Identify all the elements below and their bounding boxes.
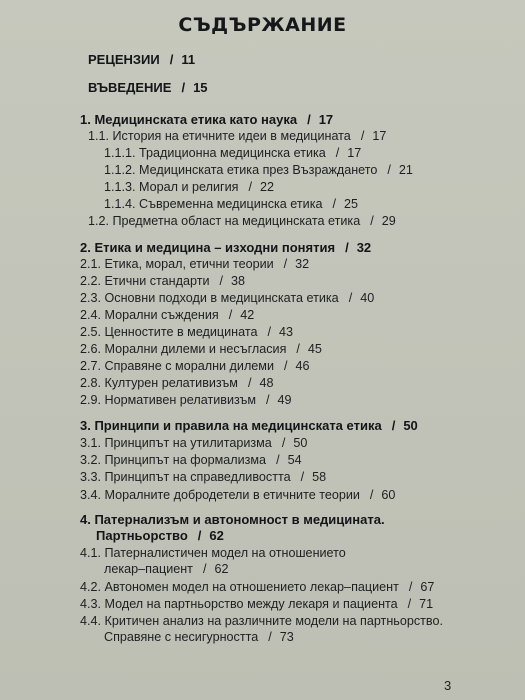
toc-entry bbox=[104, 180, 274, 195]
toc-entry-title: 3.4. Моралните добродетели в етичните теории bbox=[80, 488, 360, 502]
toc-entry bbox=[80, 470, 326, 485]
toc-separator: / bbox=[247, 376, 252, 390]
toc-entry-title: 3. Принципи и правила на медицинската етика bbox=[80, 418, 382, 433]
toc-entry-title: Справяне с несигурността bbox=[104, 630, 259, 644]
toc-separator: / bbox=[276, 453, 280, 467]
toc-separator: / bbox=[391, 418, 396, 433]
toc-entry-page: 43 bbox=[279, 325, 294, 339]
toc-entry bbox=[88, 80, 208, 95]
toc-separator: / bbox=[268, 630, 272, 644]
toc-entry-page: 17 bbox=[347, 146, 362, 160]
toc-entry bbox=[80, 453, 302, 468]
toc-separator: / bbox=[266, 393, 270, 407]
toc-entry-title: 3.1. Принципът на утилитаризма bbox=[80, 436, 272, 450]
toc-entry bbox=[104, 163, 413, 178]
toc-separator: / bbox=[360, 129, 365, 143]
toc-entry-title: 4.2. Автономен модел на отношението лекар–пациент bbox=[80, 580, 399, 594]
toc-separator: / bbox=[248, 180, 252, 194]
toc-entry bbox=[80, 376, 273, 391]
toc-entry bbox=[80, 274, 245, 289]
toc-entry-title: 4.4. Критичен анализ на различните модели на партньорство. bbox=[80, 614, 443, 628]
toc-entry bbox=[80, 546, 346, 561]
toc-separator: / bbox=[296, 342, 300, 356]
toc-entry-page: 21 bbox=[398, 163, 413, 177]
toc-entry bbox=[80, 342, 322, 357]
toc-entry-title: 2.5. Ценностите в медицината bbox=[80, 325, 258, 339]
toc-separator: / bbox=[407, 597, 412, 611]
toc-entry-page: 50 bbox=[293, 436, 308, 450]
toc-entry bbox=[80, 436, 307, 451]
toc-separator: / bbox=[219, 274, 224, 288]
toc-separator: / bbox=[197, 528, 202, 543]
toc-entry bbox=[80, 488, 395, 503]
toc-entry-page: 32 bbox=[295, 257, 310, 271]
toc-entry bbox=[80, 359, 310, 374]
toc-entry bbox=[80, 614, 443, 629]
toc-entry-title: 1.1.1. Традиционна медицинска етика bbox=[104, 146, 326, 160]
toc-entry-page: 32 bbox=[356, 240, 372, 255]
toc-entry-title: 2.2. Етични стандарти bbox=[80, 274, 210, 288]
toc-entry-title: Партньорство bbox=[96, 528, 188, 543]
toc-entry-title: 1.1.3. Морал и религия bbox=[104, 180, 239, 194]
toc-entry-title: 3.2. Принципът на формализма bbox=[80, 453, 267, 467]
toc-entry-title: 2.4. Морални съждения bbox=[80, 308, 219, 322]
toc-entry bbox=[80, 580, 434, 595]
toc-separator: / bbox=[181, 80, 186, 95]
toc-entry bbox=[80, 325, 293, 340]
toc-entry bbox=[88, 52, 195, 67]
toc-entry-title: 2. Етика и медицина – изходни понятия bbox=[80, 240, 336, 255]
toc-entry bbox=[80, 597, 433, 612]
toc-entry-title: 4.1. Патерналистичен модел на отношението bbox=[80, 546, 346, 560]
toc-entry-page: 48 bbox=[259, 376, 274, 390]
toc-separator: / bbox=[202, 562, 207, 576]
toc-entry-title: 2.8. Културен релативизъм bbox=[80, 376, 238, 390]
toc-entry-title: ВЪВЕДЕНИЕ bbox=[88, 80, 172, 95]
toc-entry-page: 67 bbox=[420, 580, 435, 594]
toc-entry-title: 2.1. Етика, морал, етични теории bbox=[80, 257, 274, 271]
toc-separator: / bbox=[370, 214, 374, 228]
toc-separator: / bbox=[267, 325, 271, 339]
toc-entry-page: 15 bbox=[193, 80, 208, 95]
toc-separator: / bbox=[300, 470, 305, 484]
toc-entry-page: 62 bbox=[209, 528, 224, 543]
toc-entry bbox=[80, 257, 309, 272]
toc-separator: / bbox=[348, 291, 353, 305]
toc-entry-title: 2.9. Нормативен релативизъм bbox=[80, 393, 257, 407]
toc-entry-page: 54 bbox=[287, 453, 302, 467]
toc-entry-title: 1. Медицинската етика като наука bbox=[80, 112, 298, 127]
toc-entry bbox=[80, 308, 254, 323]
toc-entry-title: 1.1.4. Съвременна медицинска етика bbox=[104, 197, 323, 211]
toc-entry bbox=[104, 562, 228, 577]
toc-entry bbox=[104, 146, 361, 161]
toc-entry-title: 2.7. Справяне с морални дилеми bbox=[80, 359, 274, 373]
toc-separator: / bbox=[169, 52, 174, 67]
toc-entry-page: 58 bbox=[312, 470, 327, 484]
toc-entry bbox=[80, 418, 418, 433]
toc-entry-page: 73 bbox=[279, 630, 294, 644]
toc-entry bbox=[104, 197, 358, 212]
toc-entry-page: 62 bbox=[214, 562, 229, 576]
toc-entry-page: 22 bbox=[259, 180, 274, 194]
toc-entry bbox=[96, 528, 224, 543]
toc-separator: / bbox=[307, 112, 311, 127]
toc-entry-page: 42 bbox=[240, 308, 255, 322]
toc-entry bbox=[88, 214, 396, 229]
toc-entry-page: 46 bbox=[295, 359, 310, 373]
toc-entry-page: 17 bbox=[318, 112, 334, 127]
toc-entry bbox=[80, 393, 292, 408]
toc-separator: / bbox=[369, 488, 374, 502]
toc-separator: / bbox=[335, 146, 340, 160]
toc-entry bbox=[80, 291, 374, 306]
toc-entry-page: 25 bbox=[343, 197, 358, 211]
toc-entry-page: 49 bbox=[277, 393, 292, 407]
toc-entry bbox=[80, 240, 371, 255]
toc-entry bbox=[88, 129, 386, 144]
toc-separator: / bbox=[284, 359, 288, 373]
toc-entry bbox=[80, 512, 385, 527]
toc-separator: / bbox=[228, 308, 233, 322]
toc-separator: / bbox=[281, 436, 286, 450]
toc-entry-title: 1.1.2. Медицинската етика през Възраждането bbox=[104, 163, 378, 177]
toc-entry-title: РЕЦЕНЗИИ bbox=[88, 52, 160, 67]
page-title: СЪДЪРЖАНИЕ bbox=[178, 14, 347, 36]
toc-entry-page: 45 bbox=[307, 342, 322, 356]
toc-entry-page: 71 bbox=[419, 597, 434, 611]
toc-entry bbox=[80, 112, 333, 127]
toc-entry-page: 50 bbox=[403, 418, 418, 433]
toc-entry-page: 60 bbox=[381, 488, 396, 502]
toc-entry-title: 2.6. Морални дилеми и несъгласия bbox=[80, 342, 287, 356]
toc-separator: / bbox=[387, 163, 391, 177]
toc-entry-title: 3.3. Принципът на справедливостта bbox=[80, 470, 291, 484]
toc-separator: / bbox=[332, 197, 336, 211]
toc-entry-title: 1.2. Предметна област на медицинската етика bbox=[88, 214, 361, 228]
toc-entry bbox=[104, 630, 294, 645]
toc-entry-title: лекар–пациент bbox=[104, 562, 193, 576]
toc-separator: / bbox=[283, 257, 288, 271]
toc-separator: / bbox=[345, 240, 349, 255]
toc-entry-page: 17 bbox=[372, 129, 387, 143]
toc-entry-title: 2.3. Основни подходи в медицинската етика bbox=[80, 291, 339, 305]
toc-separator: / bbox=[408, 580, 413, 594]
toc-entry-page: 38 bbox=[231, 274, 246, 288]
page-number: 3 bbox=[444, 678, 452, 693]
toc-entry-page: 40 bbox=[360, 291, 375, 305]
toc-entry-title: 4.3. Модел на партньорство между лекаря и пациента bbox=[80, 597, 398, 611]
toc-entry-title: 1.1. История на етичните идеи в медицината bbox=[88, 129, 351, 143]
toc-entry-page: 29 bbox=[381, 214, 396, 228]
toc-entry-page: 11 bbox=[181, 52, 196, 67]
toc-entry-title: 4. Патернализъм и автономност в медицината. bbox=[80, 512, 385, 527]
